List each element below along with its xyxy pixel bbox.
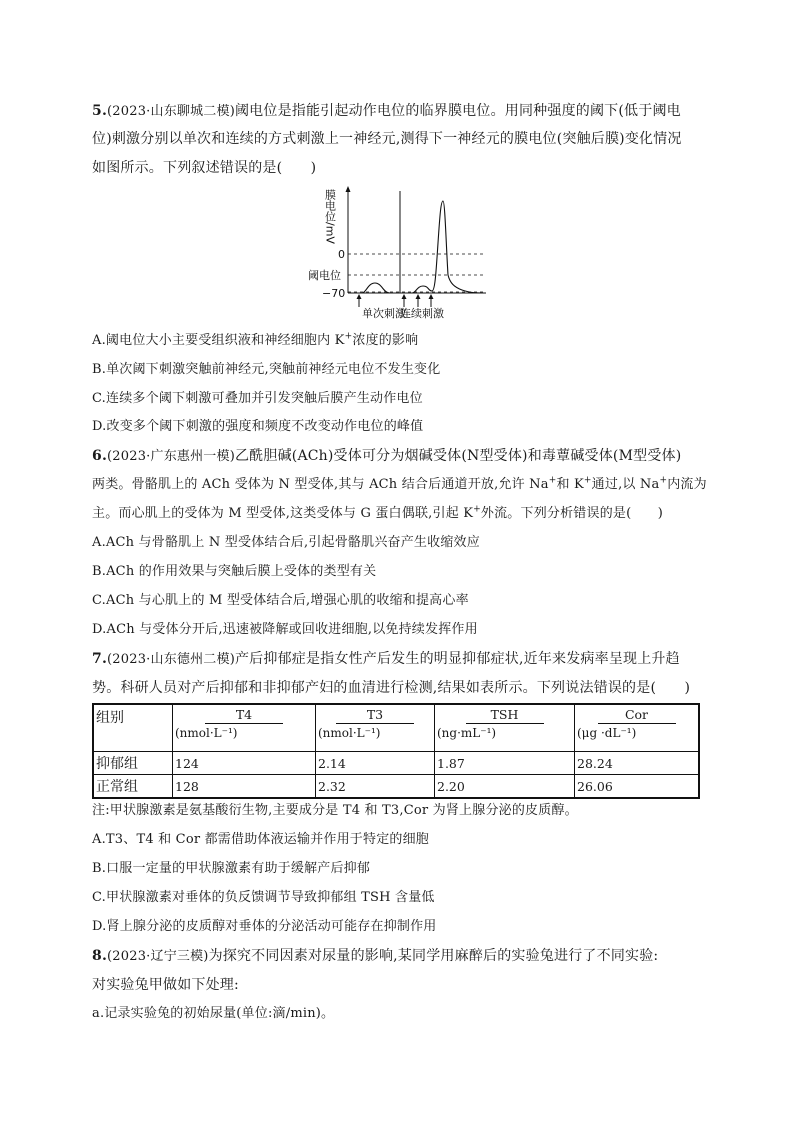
table-cell: 1.87 [435,752,575,775]
q6-stem-line1 [92,446,681,467]
q6-option-a: A.ACh 与骨骼肌上 N 型受体结合后,引起骨骼肌兴奋产生收缩效应 [92,535,480,550]
table-row [93,775,699,799]
table-cell: 28.24 [575,752,700,775]
header-unit: (nmol·L⁻¹) [175,726,238,740]
q6-option-d: D.ACh 与受体分开后,迅速被降解或回收进细胞,以免持续发挥作用 [92,622,478,637]
table-row [93,752,699,775]
q6-stem-l3b: 外流。下列分析错误的是( ) [480,506,664,521]
header-name: T4 [205,707,283,724]
na-superscript-2: + [659,475,668,486]
q5-stem-line2: 位)刺激分别以单次和连续的方式刺激上一神经元,测得下一神经元的膜电位(突触后膜)变化情况 [92,131,682,147]
q6-stem-line3 [92,504,663,524]
membrane-potential-figure [300,183,492,323]
q5-option-c: C.连续多个阈下刺激可叠加并引发突触后膜产生动作电位 [92,391,423,406]
k-superscript: + [583,475,592,486]
q5-option-d: D.改变多个阈下刺激的强度和频度不改变动作电位的峰值 [92,419,424,434]
q5-option-a [92,331,418,351]
q8-stem-line1 [92,946,658,967]
q5-option-a-tail: 浓度的影响 [352,333,419,348]
table-header-cell [173,704,316,752]
stimulus-arrowhead-3 [429,294,434,299]
k-superscript-2: + [473,504,481,515]
q6-stem-l2d: 内流为 [667,477,707,492]
q7-stem-line2: 势。科研人员对产后抑郁和非抑郁产妇的血清进行检测,结果如表所示。下列说法错误的是( ) [92,680,691,696]
y-axis-label: 膜电位/mV [323,189,337,244]
table-cell: 2.32 [316,775,435,799]
label-continuous-stimulus: 连续刺激 [400,307,444,320]
na-superscript: + [548,475,557,486]
tick-threshold: 阈电位 [308,269,341,282]
q6-stem-l2c: 通过,以 Na [591,477,660,492]
table-corner: 组别 [93,704,173,752]
q6-stem-text: 乙酰胆碱(ACh)受体可分为烟碱受体(N型受体)和毒蕈碱受体(M型受体) [234,448,682,464]
stimulus-arrowhead-1 [402,294,407,299]
table-cell: 2.14 [316,752,435,775]
table-cell: 124 [173,752,316,775]
table-header-cell [575,704,700,752]
table-cell: 128 [173,775,316,799]
single-stimulus-curve [352,283,400,293]
q6-option-b: B.ACh 的作用效果与突触后膜上受体的类型有关 [92,564,377,579]
row-group: 抑郁组 [93,752,173,775]
table-header-cell [316,704,435,752]
header-unit: (ng·mL⁻¹) [437,726,497,740]
q8-stem-line2: 对实验兔甲做如下处理: [92,977,239,993]
q6-stem-l2a: 两类。骨骼肌上的 ACh 受体为 N 型受体,其与 ACh 结合后通道开放,允许 Na [92,477,549,492]
label-single-stimulus: 单次刺激 [362,307,406,320]
q7-number: 7. [92,651,108,667]
q8-item-a: a.记录实验兔的初始尿量(单位:滴/min)。 [92,1006,335,1021]
q7-stem-line1 [92,649,680,670]
header-name: T3 [336,707,414,724]
q5-number: 5. [92,103,108,119]
q6-option-c: C.ACh 与心肌上的 M 型受体结合后,增强心肌的收缩和提高心率 [92,593,469,608]
q7-option-a: A.T3、T4 和 Cor 都需借助体液运输并作用于特定的细胞 [92,832,429,847]
q7-option-c: C.甲状腺激素对垂体的负反馈调节导致抑郁组 TSH 含量低 [92,890,435,905]
stimulus-arrowhead-2 [416,294,421,299]
q5-option-a-text: A.阈电位大小主要受组织液和神经细胞内 K [92,333,345,348]
q7-note: 注:甲状腺激素是氨基酸衍生物,主要成分是 T4 和 T3,Cor 为肾上腺分泌的皮质醇。 [92,803,578,818]
q8-source: (2023·辽宁三模) [107,949,209,964]
single-stimulus-arrowhead [357,294,362,299]
q5-stem-text: 阈电位是指能引起动作电位的临界膜电位。用同种强度的阈下(低于阈电 [234,103,681,119]
table-header-row [93,704,699,752]
q7-option-d: D.肾上腺分泌的皮质醇对垂体的分泌活动可能存在抑制作用 [92,919,437,934]
q5-option-b: B.单次阈下刺激突触前神经元,突触前神经元电位不发生变化 [92,362,441,377]
q8-number: 8. [92,948,108,964]
table-cell: 26.06 [575,775,700,799]
q7-stem-text: 产后抑郁症是指女性产后发生的明显抑郁症状,近年来发病率呈现上升趋 [234,651,680,667]
header-unit: (nmol·L⁻¹) [318,726,381,740]
continuous-stimulus-curve [400,201,486,293]
q5-stem-line3: 如图所示。下列叙述错误的是( ) [92,160,317,176]
q6-number: 6. [92,448,108,464]
k-superscript: + [344,331,353,342]
hormone-data-table [92,703,700,799]
q6-stem-l2b: 和 K [556,477,584,492]
header-unit: (μg ·dL⁻¹) [577,726,637,740]
row-group: 正常组 [93,775,173,799]
header-name: TSH [466,707,544,724]
y-axis-arrow [346,186,351,192]
table-header-cell [435,704,575,752]
q5-stem-line1 [92,101,681,122]
table-cell: 2.20 [435,775,575,799]
q7-source: (2023·山东德州二模) [107,652,235,667]
tick-zero: 0 [338,248,345,261]
q6-source: (2023·广东惠州一模) [107,449,235,464]
q5-source: (2023·山东聊城二模) [107,104,235,119]
q6-stem-line2 [92,475,707,495]
header-name: Cor [598,707,676,724]
q8-stem-text: 为探究不同因素对尿量的影响,某同学用麻醉后的实验兔进行了不同实验: [208,948,659,964]
tick-minus70: −70 [322,287,346,300]
q7-option-b: B.口服一定量的甲状腺激素有助于缓解产后抑郁 [92,861,371,876]
q6-stem-l3a: 主。而心肌上的受体为 M 型受体,这类受体与 G 蛋白偶联,引起 K [92,506,474,521]
